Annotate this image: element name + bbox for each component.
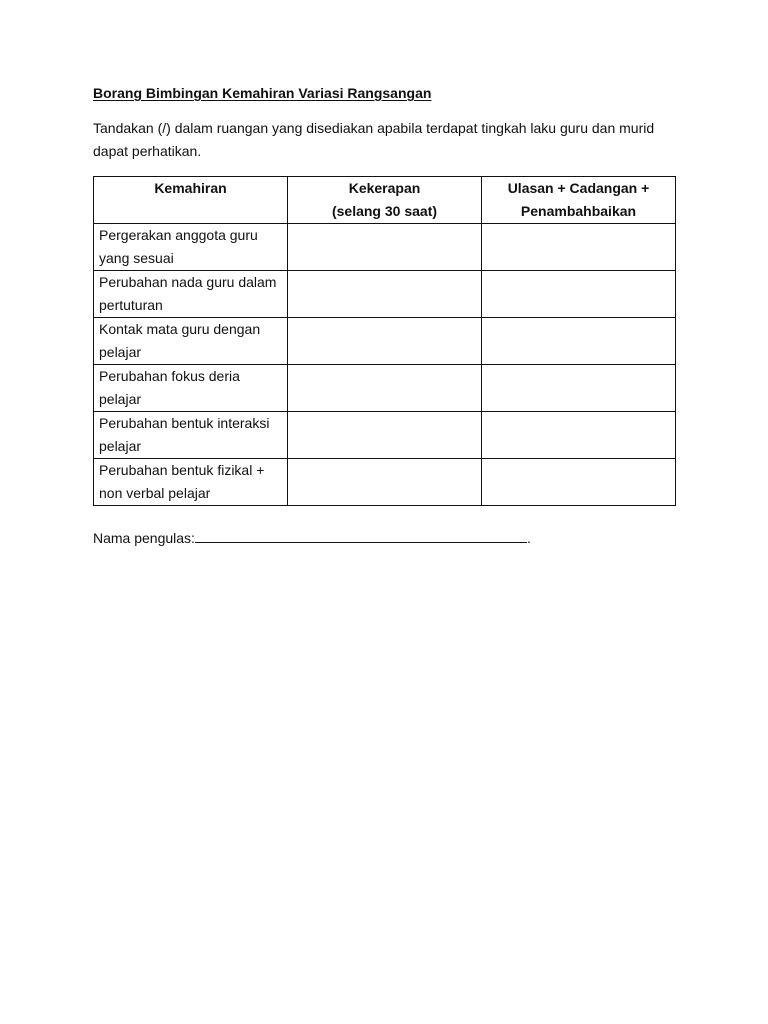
skills-table — [93, 176, 676, 506]
review-cell[interactable] — [482, 459, 676, 506]
reviewer-name-field[interactable] — [195, 528, 527, 543]
table-row — [94, 224, 676, 271]
review-cell[interactable] — [482, 412, 676, 459]
frequency-cell[interactable] — [288, 365, 482, 412]
frequency-cell[interactable] — [288, 318, 482, 365]
header-skill: Kemahiran — [94, 177, 288, 224]
table-row — [94, 459, 676, 506]
skill-cell: Perubahan bentuk interaksi pelajar — [94, 412, 288, 459]
form-title: Borang Bimbingan Kemahiran Variasi Rangsangan — [93, 85, 432, 101]
header-review: Ulasan + Cadangan + Penambahbaikan — [482, 177, 676, 224]
instruction-text: Tandakan (/) dalam ruangan yang disediakan apabila terdapat tingkah laku guru dan murid dapat perhatikan. — [93, 120, 655, 159]
reviewer-label: Nama pengulas: — [93, 530, 195, 546]
review-cell[interactable] — [482, 271, 676, 318]
table-header-row — [94, 177, 676, 224]
frequency-cell[interactable] — [288, 271, 482, 318]
table-row — [94, 318, 676, 365]
table-row — [94, 365, 676, 412]
review-cell[interactable] — [482, 365, 676, 412]
reviewer-line — [93, 528, 531, 546]
skill-cell: Perubahan bentuk fizikal + non verbal pelajar — [94, 459, 288, 506]
review-cell[interactable] — [482, 224, 676, 271]
skill-cell: Kontak mata guru dengan pelajar — [94, 318, 288, 365]
table-row — [94, 271, 676, 318]
reviewer-end: . — [526, 530, 531, 546]
skill-cell: Perubahan fokus deria pelajar — [94, 365, 288, 412]
skill-cell: Pergerakan anggota guru yang sesuai — [94, 224, 288, 271]
header-frequency: Kekerapan (selang 30 saat) — [288, 177, 482, 224]
table-row — [94, 412, 676, 459]
frequency-cell[interactable] — [288, 224, 482, 271]
frequency-cell[interactable] — [288, 412, 482, 459]
skill-cell: Perubahan nada guru dalam pertuturan — [94, 271, 288, 318]
frequency-cell[interactable] — [288, 459, 482, 506]
review-cell[interactable] — [482, 318, 676, 365]
